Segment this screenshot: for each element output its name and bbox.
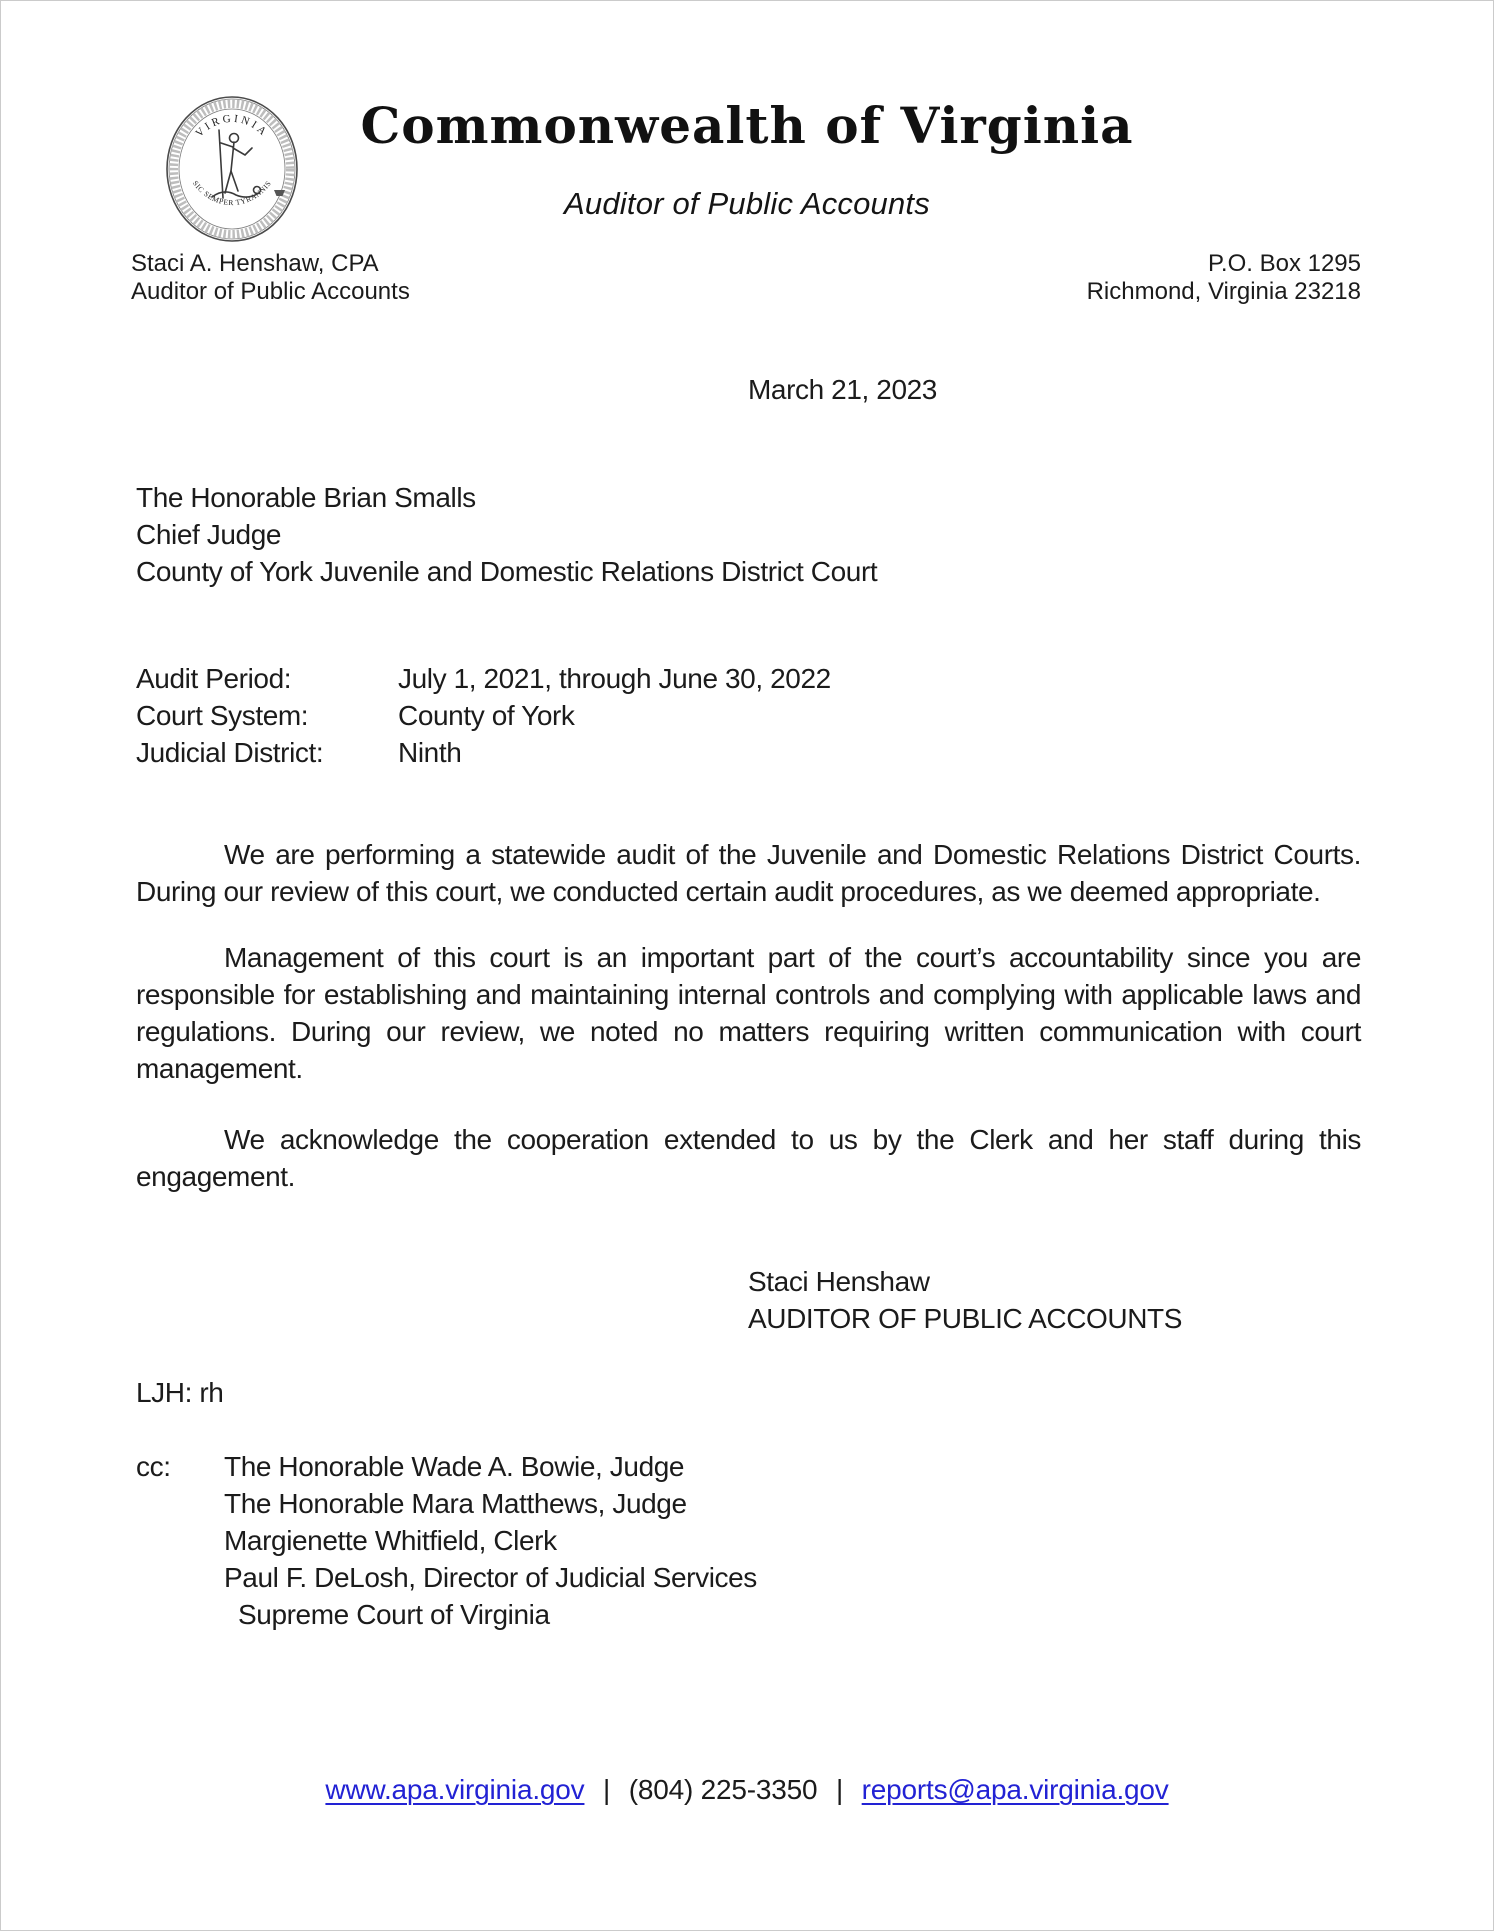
footer	[1, 1774, 1493, 1806]
judicial-district-label: Judicial District:	[136, 737, 324, 768]
official-block	[131, 250, 410, 306]
footer-separator-1: |	[603, 1774, 611, 1805]
letter-date: March 21, 2023	[748, 374, 937, 405]
recipient-title: Chief Judge	[136, 519, 282, 550]
court-system-row	[136, 697, 1361, 734]
cc-name-3: Margienette Whitfield, Clerk	[224, 1525, 557, 1556]
address-line-2: Richmond, Virginia 23218	[1086, 278, 1361, 305]
cc-block	[136, 1448, 1361, 1633]
reference-initials: LJH: rh	[136, 1377, 224, 1408]
cc-names	[224, 1448, 757, 1633]
recipient-court: County of York Juvenile and Domestic Relations District Court	[136, 556, 878, 587]
signature-name: Staci Henshaw	[748, 1266, 930, 1297]
cc-name-4: Paul F. DeLosh, Director of Judicial Services	[224, 1562, 757, 1593]
recipient-block	[136, 479, 1361, 590]
page-title: Commonwealth of Virginia	[360, 96, 1134, 155]
email-link[interactable]: reports@apa.virginia.gov	[861, 1774, 1169, 1805]
judicial-district-row	[136, 734, 1361, 771]
svg-text:SIC SEMPER TYRANNIS: SIC SEMPER TYRANNIS	[190, 178, 274, 208]
paragraph-2: Management of this court is an important part of the court’s accountability since you are responsible for establishing and maintaining internal controls and complying with applicable laws and regulations. During our review, we noted no matters requiring written communication with court management.	[136, 942, 1361, 1084]
court-system-value: County of York	[398, 700, 575, 731]
footer-phone: (804) 225-3350	[628, 1774, 818, 1805]
website-link[interactable]: www.apa.virginia.gov	[325, 1774, 585, 1805]
cc-name-5: Supreme Court of Virginia	[238, 1599, 550, 1630]
official-name: Staci A. Henshaw, CPA	[131, 250, 379, 277]
address-line-1: P.O. Box 1295	[1208, 250, 1361, 277]
cc-label: cc:	[136, 1451, 171, 1482]
paragraph-3: We acknowledge the cooperation extended to us by the Clerk and her staff during this engagement.	[136, 1124, 1361, 1192]
recipient-name: The Honorable Brian Smalls	[136, 482, 476, 513]
page-subtitle: Auditor of Public Accounts	[564, 186, 930, 221]
audit-period-row	[136, 660, 1361, 697]
paragraph-1: We are performing a statewide audit of the Juvenile and Domestic Relations District Courts. During our review of this court, we conducted certain audit procedures, as we deemed appropriate.	[136, 839, 1361, 907]
court-system-label: Court System:	[136, 700, 309, 731]
cc-name-1: The Honorable Wade A. Bowie, Judge	[224, 1451, 685, 1482]
cc-name-2: The Honorable Mara Matthews, Judge	[224, 1488, 687, 1519]
official-title: Auditor of Public Accounts	[131, 278, 410, 305]
audit-period-value: July 1, 2021, through June 30, 2022	[398, 663, 831, 694]
audit-period-label: Audit Period:	[136, 663, 292, 694]
svg-text:VIRGINIA: VIRGINIA	[193, 112, 271, 140]
judicial-district-value: Ninth	[398, 737, 462, 768]
address-block	[1087, 250, 1361, 306]
signature-title: AUDITOR OF PUBLIC ACCOUNTS	[748, 1303, 1183, 1334]
audit-info-block	[136, 660, 1361, 771]
footer-separator-2: |	[836, 1774, 844, 1805]
signature-block	[136, 1263, 1361, 1337]
